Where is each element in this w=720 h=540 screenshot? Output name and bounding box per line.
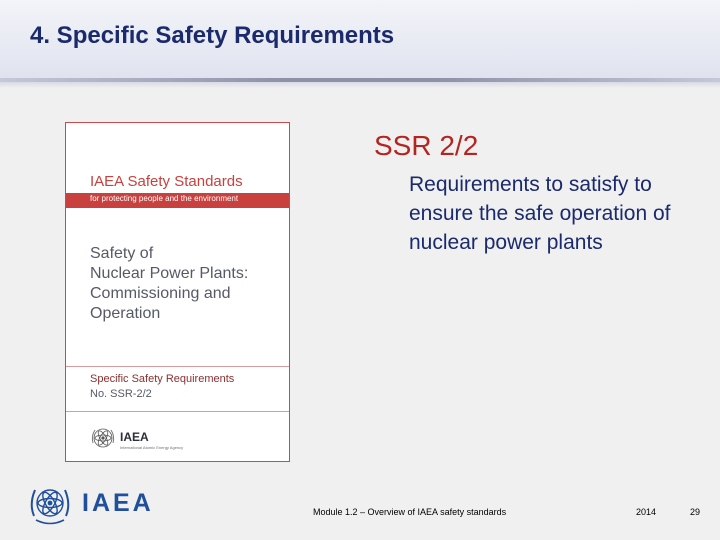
cover-title-line: Safety of [90,245,154,262]
iaea-emblem-icon [90,426,116,450]
cover-title-line: Commissioning and [90,285,231,302]
cover-title [90,244,248,324]
cover-divider [66,366,289,367]
cover-logo-subtitle: International Atomic Energy Agency [120,445,184,450]
ssr-description: Requirements to satisfy to ensure the safe operation of nuclear power plants [409,173,671,254]
page-number: 29 [690,507,701,517]
cover-logo-text: IAEA [120,430,149,444]
cover-number: No. SSR-2/2 [90,388,152,400]
cover-divider [66,411,289,412]
cover-series-title: IAEA Safety Standards [90,173,243,190]
publication-cover [65,122,290,462]
cover-title-line: Operation [90,305,161,322]
header-shadow [0,82,720,88]
footer-iaea-wordmark: IAEA [82,489,154,517]
cover-title-line: Nuclear Power Plants: [90,265,249,282]
cover-category: Specific Safety Requirements [90,373,235,385]
title-bar [0,0,720,82]
iaea-logo-icon [28,482,72,528]
cover-red-band [66,193,289,208]
footer-year: 2014 [636,507,657,517]
cover-series-subtitle: for protecting people and the environment [90,194,239,203]
page-title: 4. Specific Safety Requirements [30,22,395,49]
footer-module-text: Module 1.2 – Overview of IAEA safety standards [313,507,507,517]
ssr-heading: SSR 2/2 [374,130,479,161]
